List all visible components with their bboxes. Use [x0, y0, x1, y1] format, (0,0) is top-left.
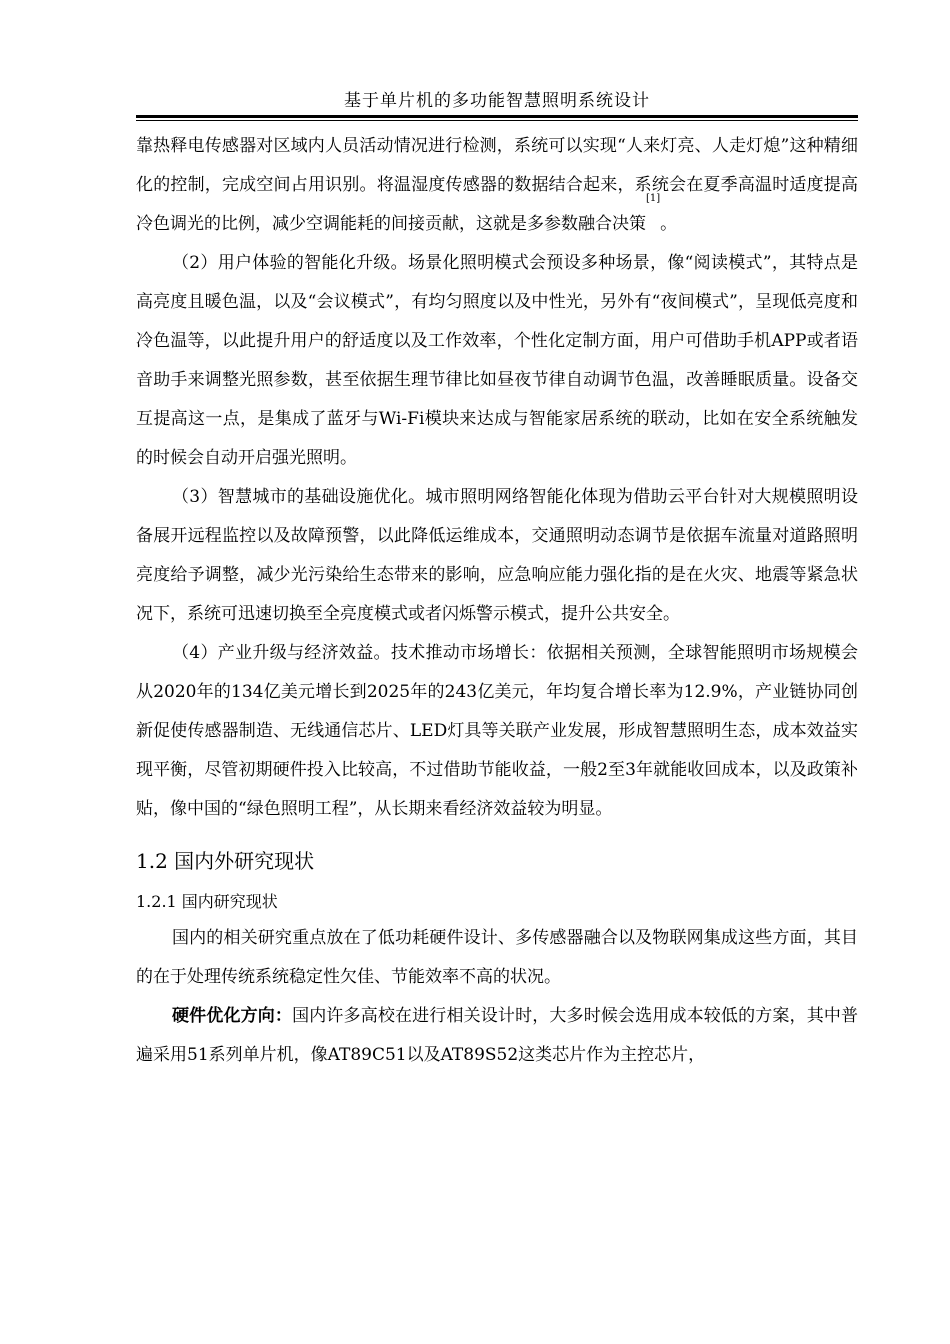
paragraph-text: 国内许多高校在进行相关设计时，大多时候会选用成本较低的方案，其中普遍采用51系列单片机，像AT89C51以及AT89S52这类芯片作为主控芯片， — [136, 1006, 858, 1065]
paragraph-tail: 。 — [660, 214, 678, 234]
paragraph-smart-city: （3）智慧城市的基础设施优化。城市照明网络智能化体现为借助云平台针对大规模照明设备展开远程监控以及故障预警，以此降低运维成本，交通照明动态调节是依据车流量对道路照明亮度给予调整，减少光污染给生态带来的影响，应急响应能力强化指的是在火灾、地震等紧急状况下，系统可迅速切换至全亮度模式或者闪烁警示模式，提升公共安全。 — [136, 487, 858, 624]
paragraph-user-experience: （2）用户体验的智能化升级。场景化照明模式会预设多种场景，像“阅读模式”，其特点是高亮度且暖色温，以及“会议模式”，有均匀照度以及中性光，另外有“夜间模式”，呈现低亮度和冷色温等，以此提升用户的舒适度以及工作效率，个性化定制方面，用户可借助手机APP或者语音助手来调整光照参数，甚至依据生理节律比如昼夜节律自动调节色温，改善睡眠质量。设备交互提高这一点，是集成了蓝牙与Wi-Fi模块来达成与智能家居系统的联动，比如在安全系统触发的时候会自动开启强光照明。 — [136, 253, 858, 468]
document-body — [136, 127, 858, 1075]
paragraph-text: 靠热释电传感器对区域内人员活动情况进行检测，系统可以实现“人来灯亮、人走灯熄”这种精细化的控制，完成空间占用识别。将温湿度传感器的数据结合起来，系统会在夏季高温时适度提高冷色调光的比例，减少空调能耗的间接贡献，这就是多参数融合决策 — [136, 136, 858, 234]
paragraph-hardware — [136, 997, 858, 1075]
paragraph-domestic-intro: 国内的相关研究重点放在了低功耗硬件设计、多传感器融合以及物联网集成这些方面，其目的在于处理传统系统稳定性欠佳、节能效率不高的状况。 — [136, 928, 858, 987]
subsection-heading: 1.2.1 国内研究现状 — [136, 892, 278, 911]
citation-ref: [1] — [646, 193, 661, 204]
bold-lead: 硬件优化方向： — [172, 1006, 293, 1026]
header-rule-thin — [136, 120, 858, 121]
paragraph-continued — [136, 127, 858, 244]
section-heading: 1.2 国内外研究现状 — [136, 849, 315, 873]
paragraph-industry: （4）产业升级与经济效益。技术推动市场增长：依据相关预测，全球智能照明市场规模会从2020年的134亿美元增长到2025年的243亿美元，年均复合增长率为12.9%，产业链协同创新促使传感器制造、无线通信芯片、LED灯具等关联产业发展，形成智慧照明生态，成本效益实现平衡，尽管初期硬件投入比较高，不过借助节能收益，一般2至3年就能收回成本，以及政策补贴，像中国的“绿色照明工程”，从长期来看经济效益较为明显。 — [136, 643, 858, 819]
running-header: 基于单片机的多功能智慧照明系统设计 — [344, 91, 650, 111]
header-rule-thick — [136, 115, 858, 118]
